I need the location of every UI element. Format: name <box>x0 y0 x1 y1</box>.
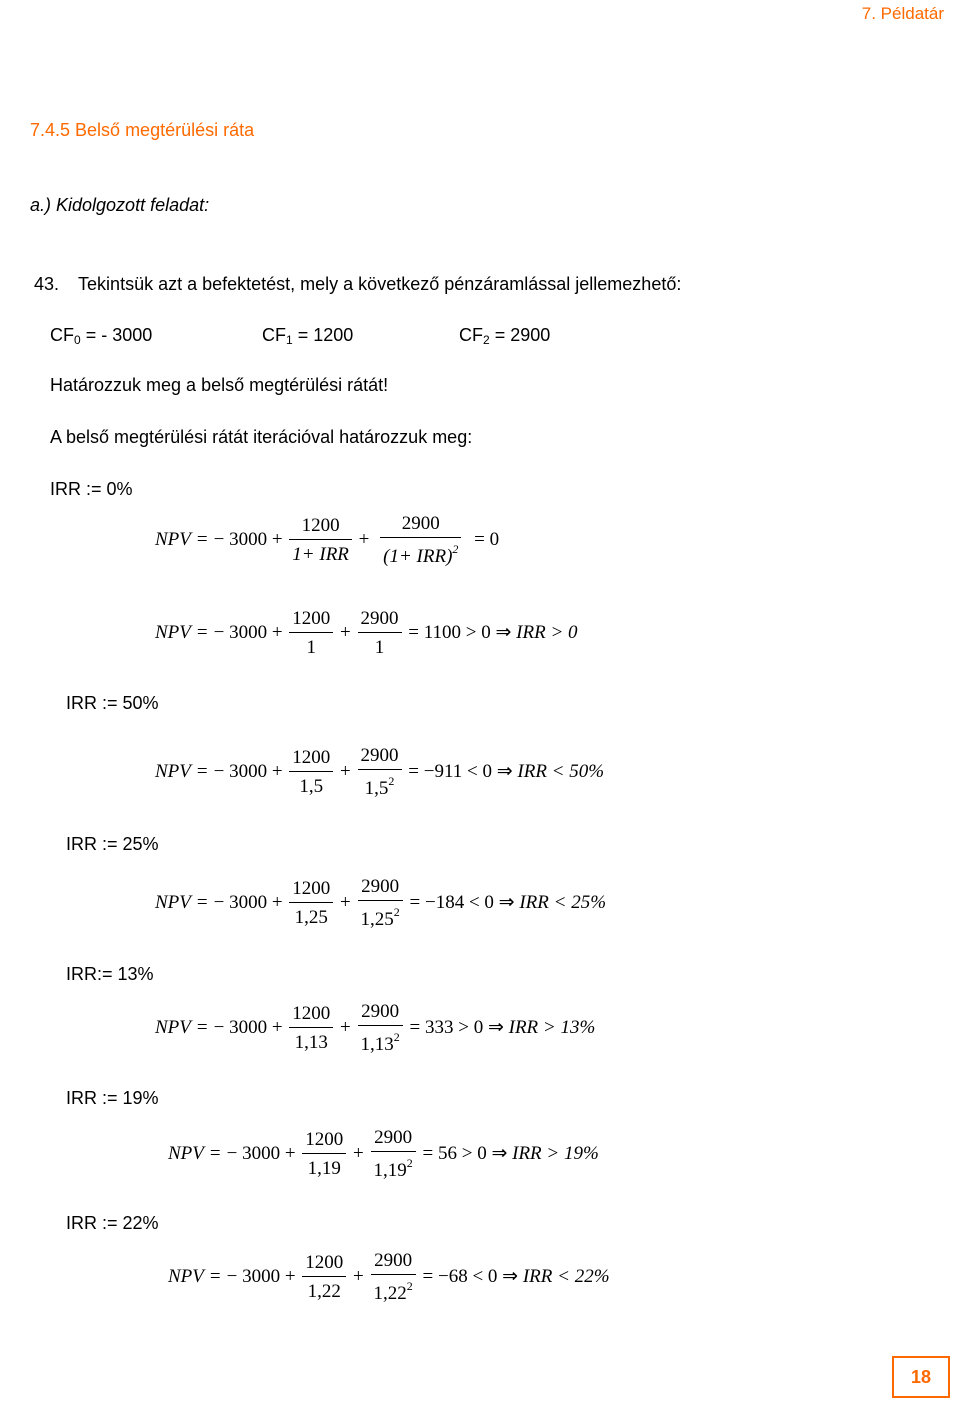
npv-formula-13: NPV = − 3000 + $\frac{1200}{1,13}$ + $\frac{2900}{1,13^2}$ = 333 > 0 ⇒ IRR > 13% <box>155 1001 596 1055</box>
iteration-label-50: IRR := 50% <box>66 693 159 713</box>
task-text: Határozzuk meg a belső megtérülési rátát! <box>50 375 389 395</box>
npv-formula-0: NPV = − 3000 + $\frac{1200}{1}$ + $\frac{2900}{1}$ = 1100 > 0 ⇒ IRR > 0 <box>155 608 578 658</box>
page-number: 18 <box>892 1356 950 1398</box>
cf2: $CF_2 = 2900$ <box>459 325 551 347</box>
npv-formula-25: NPV = − 3000 + $\frac{1200}{1,25}$ + $\frac{2900}{1,25^2}$ = −184 < 0 ⇒ IRR < 25% <box>155 876 607 930</box>
problem-intro: Tekintsük azt a befektetést, mely a következő pénzáramlással jellemezhető: <box>78 274 682 294</box>
iteration-label-13: IRR:= 13% <box>66 964 154 984</box>
method-text: A belső megtérülési rátát iterációval határozzuk meg: <box>50 427 473 447</box>
iteration-label-22: IRR := 22% <box>66 1213 159 1233</box>
problem-number: 43. <box>34 274 60 294</box>
npv-formula-19: NPV = − 3000 + $\frac{1200}{1,19}$ + $\frac{2900}{1,19^2}$ = 56 > 0 ⇒ IRR > 19% <box>168 1127 599 1181</box>
chapter-header: 7. Példatár <box>861 4 944 23</box>
cf1: $CF_1 = 1200$ <box>262 325 354 347</box>
section-title: 7.4.5 Belső megtérülési ráta <box>30 120 255 140</box>
subsection-title: a.) Kidolgozott feladat: <box>30 195 210 215</box>
cf0: $CF_0$ = - 3000 <box>50 325 153 347</box>
npv-formula-50: NPV = − 3000 + $\frac{1200}{1,5}$ + $\frac{2900}{1,5^2}$ = −911 < 0 ⇒ IRR < 50% <box>155 745 605 799</box>
problem-line <box>34 274 681 295</box>
iteration-label-19: IRR := 19% <box>66 1088 159 1108</box>
npv-formula-22: NPV = − 3000 + $\frac{1200}{1,22}$ + $\frac{2900}{1,22^2}$ = −68 < 0 ⇒ IRR < 22% <box>168 1250 610 1304</box>
iteration-label-25: IRR := 25% <box>66 834 159 854</box>
npv-general-formula: NPV = − 3000 + $\frac{1200}{\text{1+ IRR}}$ + $\frac{2900}{(1+ IRR)^2}$ = 0 <box>155 513 500 567</box>
iteration-label-0: IRR := 0% <box>50 479 133 499</box>
